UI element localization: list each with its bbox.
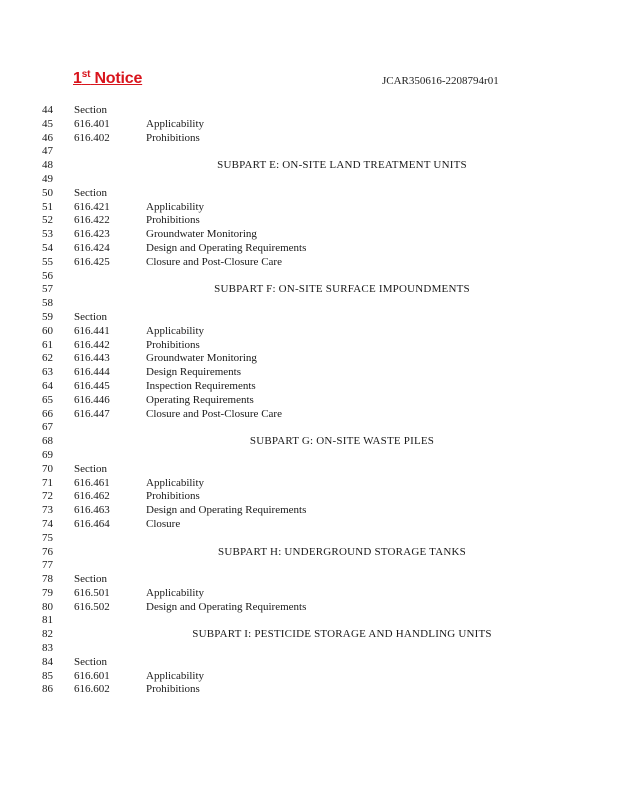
line-number: 72 bbox=[42, 490, 53, 503]
line-number: 73 bbox=[42, 504, 53, 517]
line-number: 67 bbox=[42, 421, 53, 434]
section-number: 616.422 bbox=[74, 214, 110, 227]
subpart-heading: SUBPART E: ON-SITE LAND TREATMENT UNITS bbox=[217, 159, 467, 172]
section-number: 616.602 bbox=[74, 683, 110, 696]
section-title: Applicability bbox=[146, 669, 205, 682]
section-title: Prohibitions bbox=[146, 683, 200, 696]
section-title: Applicability bbox=[146, 117, 205, 130]
line-row bbox=[0, 270, 618, 284]
line-number: 65 bbox=[42, 393, 53, 406]
section-title: Closure and Post-Closure Care bbox=[146, 255, 282, 268]
line-row bbox=[0, 573, 618, 587]
line-number: 64 bbox=[42, 379, 53, 392]
line-number: 79 bbox=[42, 586, 53, 599]
line-number: 44 bbox=[42, 104, 53, 116]
notice-superscript: st bbox=[81, 69, 91, 80]
notice-heading bbox=[73, 70, 142, 88]
section-number: 616.423 bbox=[74, 228, 110, 241]
line-number: 51 bbox=[42, 200, 53, 213]
line-number: 80 bbox=[42, 600, 53, 613]
line-row bbox=[0, 118, 618, 132]
section-title: Prohibitions bbox=[146, 131, 200, 144]
line-row bbox=[0, 532, 618, 546]
line-number: 50 bbox=[42, 186, 53, 199]
section-title: Design Requirements bbox=[146, 366, 242, 379]
line-number: 77 bbox=[42, 559, 53, 572]
line-number: 75 bbox=[42, 531, 53, 544]
section-title: Operating Requirements bbox=[146, 393, 254, 406]
line-number: 66 bbox=[42, 407, 53, 420]
line-row bbox=[0, 601, 618, 615]
numbered-lines bbox=[0, 104, 618, 697]
line-row bbox=[0, 504, 618, 518]
line-row bbox=[0, 546, 618, 560]
section-number: Section bbox=[74, 462, 107, 475]
line-row bbox=[0, 228, 618, 242]
line-row bbox=[0, 559, 618, 573]
notice-label: Notice bbox=[94, 70, 143, 87]
line-row bbox=[0, 380, 618, 394]
line-row bbox=[0, 104, 618, 118]
line-number: 70 bbox=[42, 462, 53, 475]
line-number: 49 bbox=[42, 172, 53, 185]
line-row bbox=[0, 421, 618, 435]
subpart-heading: SUBPART H: UNDERGROUND STORAGE TANKS bbox=[218, 545, 466, 558]
line-number: 60 bbox=[42, 324, 53, 337]
section-title: Applicability bbox=[146, 476, 205, 489]
subpart-heading: SUBPART F: ON-SITE SURFACE IMPOUNDMENTS bbox=[214, 283, 470, 296]
line-row bbox=[0, 132, 618, 146]
line-number: 57 bbox=[42, 283, 53, 296]
line-row bbox=[0, 587, 618, 601]
section-title: Design and Operating Requirements bbox=[146, 504, 307, 517]
section-number: 616.445 bbox=[74, 379, 110, 392]
line-row bbox=[0, 325, 618, 339]
line-number: 52 bbox=[42, 214, 53, 227]
line-number: 59 bbox=[42, 310, 53, 323]
section-title: Groundwater Monitoring bbox=[146, 352, 257, 365]
line-number: 82 bbox=[42, 628, 53, 641]
line-row bbox=[0, 683, 618, 697]
line-row bbox=[0, 518, 618, 532]
line-number: 69 bbox=[42, 448, 53, 461]
line-row bbox=[0, 173, 618, 187]
document-id: JCAR350616-2208794r01 bbox=[382, 75, 499, 87]
section-number: 616.444 bbox=[74, 366, 110, 379]
section-number: 616.461 bbox=[74, 476, 110, 489]
section-number: Section bbox=[74, 186, 107, 199]
section-number: 616.601 bbox=[74, 669, 110, 682]
line-number: 68 bbox=[42, 435, 53, 448]
line-row bbox=[0, 366, 618, 380]
line-number: 46 bbox=[42, 131, 53, 144]
section-title: Closure bbox=[146, 517, 181, 530]
section-number: 616.463 bbox=[74, 504, 110, 517]
line-number: 54 bbox=[42, 241, 53, 254]
line-number: 86 bbox=[42, 683, 53, 696]
section-number: Section bbox=[74, 655, 107, 668]
section-number: 616.502 bbox=[74, 600, 110, 613]
line-number: 55 bbox=[42, 255, 53, 268]
line-row bbox=[0, 614, 618, 628]
line-row bbox=[0, 642, 618, 656]
line-row bbox=[0, 201, 618, 215]
line-row bbox=[0, 463, 618, 477]
line-row bbox=[0, 408, 618, 422]
line-row bbox=[0, 339, 618, 353]
line-row bbox=[0, 628, 618, 642]
line-number: 74 bbox=[42, 517, 53, 530]
subpart-heading: SUBPART G: ON-SITE WASTE PILES bbox=[249, 435, 435, 448]
line-number: 56 bbox=[42, 269, 53, 282]
line-number: 62 bbox=[42, 352, 53, 365]
line-row bbox=[0, 214, 618, 228]
line-row bbox=[0, 352, 618, 366]
section-number: Section bbox=[74, 573, 107, 586]
line-row bbox=[0, 297, 618, 311]
line-number: 85 bbox=[42, 669, 53, 682]
line-number: 71 bbox=[42, 476, 53, 489]
line-number: 58 bbox=[42, 297, 53, 310]
section-number: 616.402 bbox=[74, 131, 110, 144]
section-title: Prohibitions bbox=[146, 338, 200, 351]
line-row bbox=[0, 187, 618, 201]
line-number: 45 bbox=[42, 117, 53, 130]
line-number: 47 bbox=[42, 145, 53, 158]
line-row bbox=[0, 394, 618, 408]
line-row bbox=[0, 283, 618, 297]
section-title: Prohibitions bbox=[146, 490, 200, 503]
section-number: 616.442 bbox=[74, 338, 110, 351]
section-title: Applicability bbox=[146, 200, 205, 213]
line-number: 78 bbox=[42, 573, 53, 586]
line-row bbox=[0, 449, 618, 463]
notice-prefix: 1 bbox=[73, 70, 82, 87]
line-number: 84 bbox=[42, 655, 53, 668]
section-number: 616.421 bbox=[74, 200, 110, 213]
section-number: 616.424 bbox=[74, 241, 110, 254]
line-number: 63 bbox=[42, 366, 53, 379]
line-row bbox=[0, 256, 618, 270]
line-number: 53 bbox=[42, 228, 53, 241]
section-title: Design and Operating Requirements bbox=[146, 600, 307, 613]
section-number: 616.446 bbox=[74, 393, 110, 406]
section-title: Applicability bbox=[146, 586, 205, 599]
section-title: Groundwater Monitoring bbox=[146, 228, 257, 241]
line-number: 61 bbox=[42, 338, 53, 351]
section-number: 616.441 bbox=[74, 324, 110, 337]
section-number: 616.447 bbox=[74, 407, 110, 420]
section-number: 616.425 bbox=[74, 255, 110, 268]
subpart-heading: SUBPART I: PESTICIDE STORAGE AND HANDLING UNITS bbox=[192, 628, 492, 641]
line-row bbox=[0, 656, 618, 670]
section-number: Section bbox=[74, 310, 107, 323]
section-number: 616.501 bbox=[74, 586, 110, 599]
section-title: Closure and Post-Closure Care bbox=[146, 407, 282, 420]
section-number: 616.462 bbox=[74, 490, 110, 503]
section-number: 616.401 bbox=[74, 117, 110, 130]
line-row bbox=[0, 435, 618, 449]
line-row bbox=[0, 477, 618, 491]
line-number: 83 bbox=[42, 642, 53, 655]
line-number: 48 bbox=[42, 159, 53, 172]
line-row bbox=[0, 242, 618, 256]
section-number: Section bbox=[74, 104, 107, 116]
section-title: Prohibitions bbox=[146, 214, 200, 227]
line-number: 81 bbox=[42, 614, 53, 627]
line-row bbox=[0, 159, 618, 173]
section-title: Design and Operating Requirements bbox=[146, 241, 307, 254]
section-number: 616.443 bbox=[74, 352, 110, 365]
line-row bbox=[0, 490, 618, 504]
line-number: 76 bbox=[42, 545, 53, 558]
line-row bbox=[0, 670, 618, 684]
section-number: 616.464 bbox=[74, 517, 110, 530]
line-row bbox=[0, 311, 618, 325]
section-title: Applicability bbox=[146, 324, 205, 337]
line-row bbox=[0, 145, 618, 159]
section-title: Inspection Requirements bbox=[146, 379, 256, 392]
